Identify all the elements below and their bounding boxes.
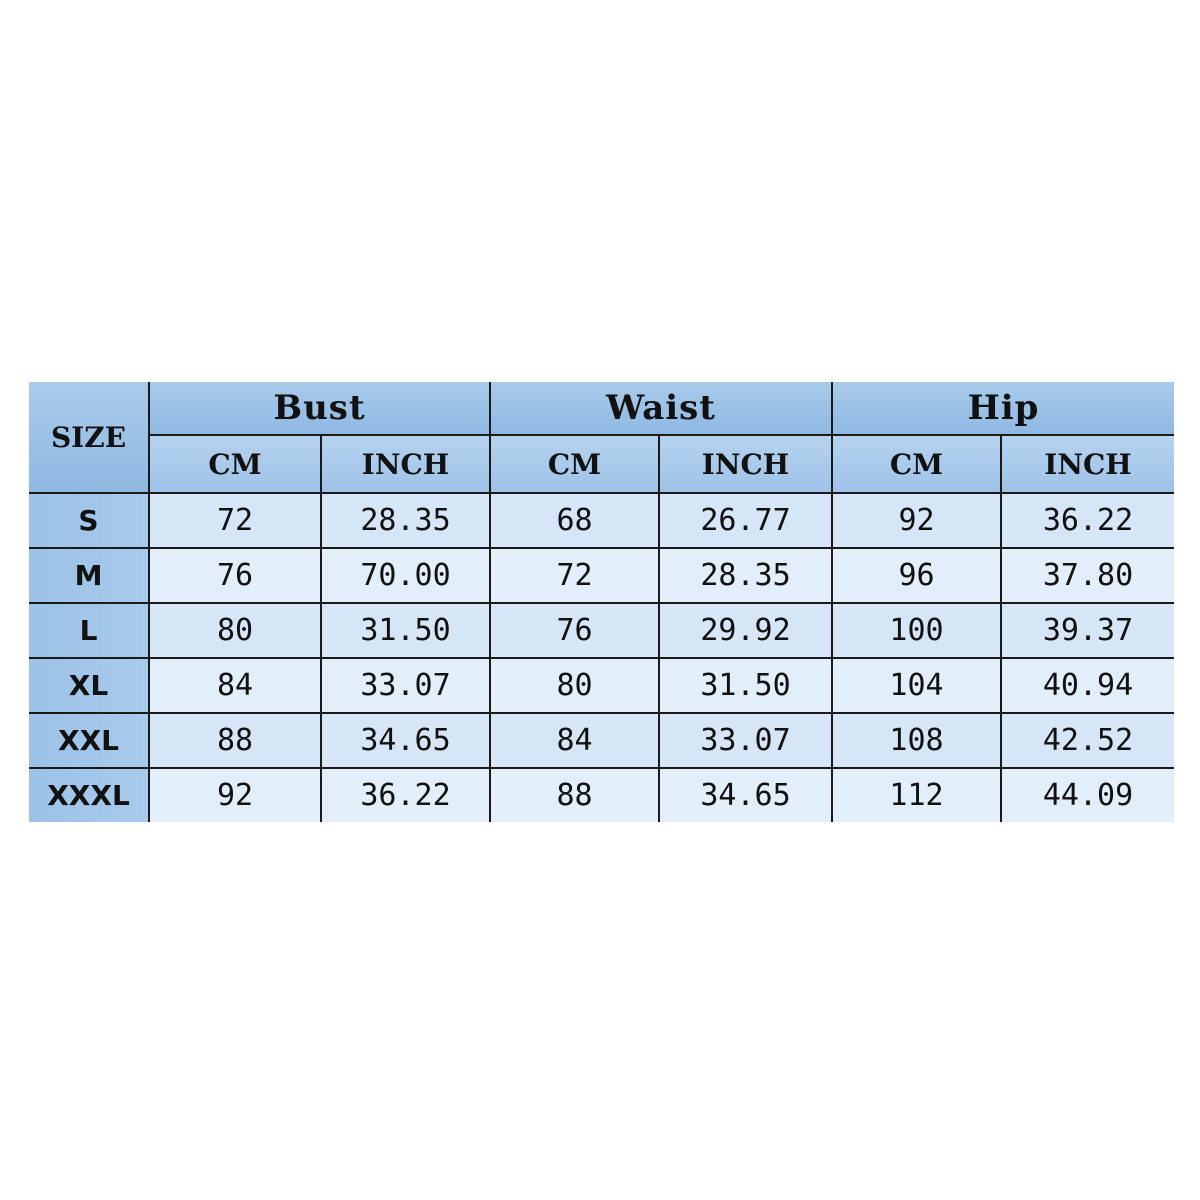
hip-cm-cell: 108 [832, 713, 1001, 768]
hip-cm-header: CM [832, 435, 1001, 493]
waist-inch-header: INCH [659, 435, 832, 493]
size-header: SIZE [29, 382, 149, 493]
waist-inch-cell: 33.07 [659, 713, 832, 768]
hip-inch-cell: 37.80 [1001, 548, 1174, 603]
hip-cm-cell: 92 [832, 493, 1001, 548]
size-label: XL [29, 658, 149, 713]
bust-cm-cell: 72 [149, 493, 321, 548]
size-label: M [29, 548, 149, 603]
hip-cm-cell: 96 [832, 548, 1001, 603]
table-row [29, 493, 1174, 548]
waist-cm-cell: 76 [490, 603, 659, 658]
hip-inch-cell: 39.37 [1001, 603, 1174, 658]
hip-inch-cell: 42.52 [1001, 713, 1174, 768]
hip-inch-header: INCH [1001, 435, 1174, 493]
waist-cm-cell: 88 [490, 768, 659, 822]
waist-cm-header: CM [490, 435, 659, 493]
waist-inch-cell: 34.65 [659, 768, 832, 822]
table-row [29, 713, 1174, 768]
bust-cm-cell: 88 [149, 713, 321, 768]
waist-cm-cell: 68 [490, 493, 659, 548]
waist-header: Waist [490, 382, 832, 435]
bust-cm-cell: 76 [149, 548, 321, 603]
size-label: XXXL [29, 768, 149, 822]
waist-cm-cell: 80 [490, 658, 659, 713]
table-row [29, 548, 1174, 603]
hip-header: Hip [832, 382, 1174, 435]
hip-cm-cell: 100 [832, 603, 1001, 658]
bust-cm-cell: 92 [149, 768, 321, 822]
bust-inch-cell: 36.22 [321, 768, 490, 822]
hip-inch-cell: 36.22 [1001, 493, 1174, 548]
bust-inch-cell: 34.65 [321, 713, 490, 768]
size-label: S [29, 493, 149, 548]
hip-cm-cell: 112 [832, 768, 1001, 822]
bust-cm-cell: 84 [149, 658, 321, 713]
waist-cm-cell: 84 [490, 713, 659, 768]
table-row [29, 768, 1174, 822]
hip-cm-cell: 104 [832, 658, 1001, 713]
size-label: XXL [29, 713, 149, 768]
waist-inch-cell: 31.50 [659, 658, 832, 713]
bust-inch-cell: 31.50 [321, 603, 490, 658]
waist-cm-cell: 72 [490, 548, 659, 603]
bust-inch-cell: 70.00 [321, 548, 490, 603]
waist-inch-cell: 28.35 [659, 548, 832, 603]
hip-inch-cell: 40.94 [1001, 658, 1174, 713]
bust-header: Bust [149, 382, 490, 435]
table-row [29, 603, 1174, 658]
bust-cm-cell: 80 [149, 603, 321, 658]
bust-cm-header: CM [149, 435, 321, 493]
size-label: L [29, 603, 149, 658]
size-chart-table [29, 382, 1174, 822]
bust-inch-header: INCH [321, 435, 490, 493]
bust-inch-cell: 33.07 [321, 658, 490, 713]
bust-inch-cell: 28.35 [321, 493, 490, 548]
table-row [29, 658, 1174, 713]
waist-inch-cell: 26.77 [659, 493, 832, 548]
waist-inch-cell: 29.92 [659, 603, 832, 658]
hip-inch-cell: 44.09 [1001, 768, 1174, 822]
